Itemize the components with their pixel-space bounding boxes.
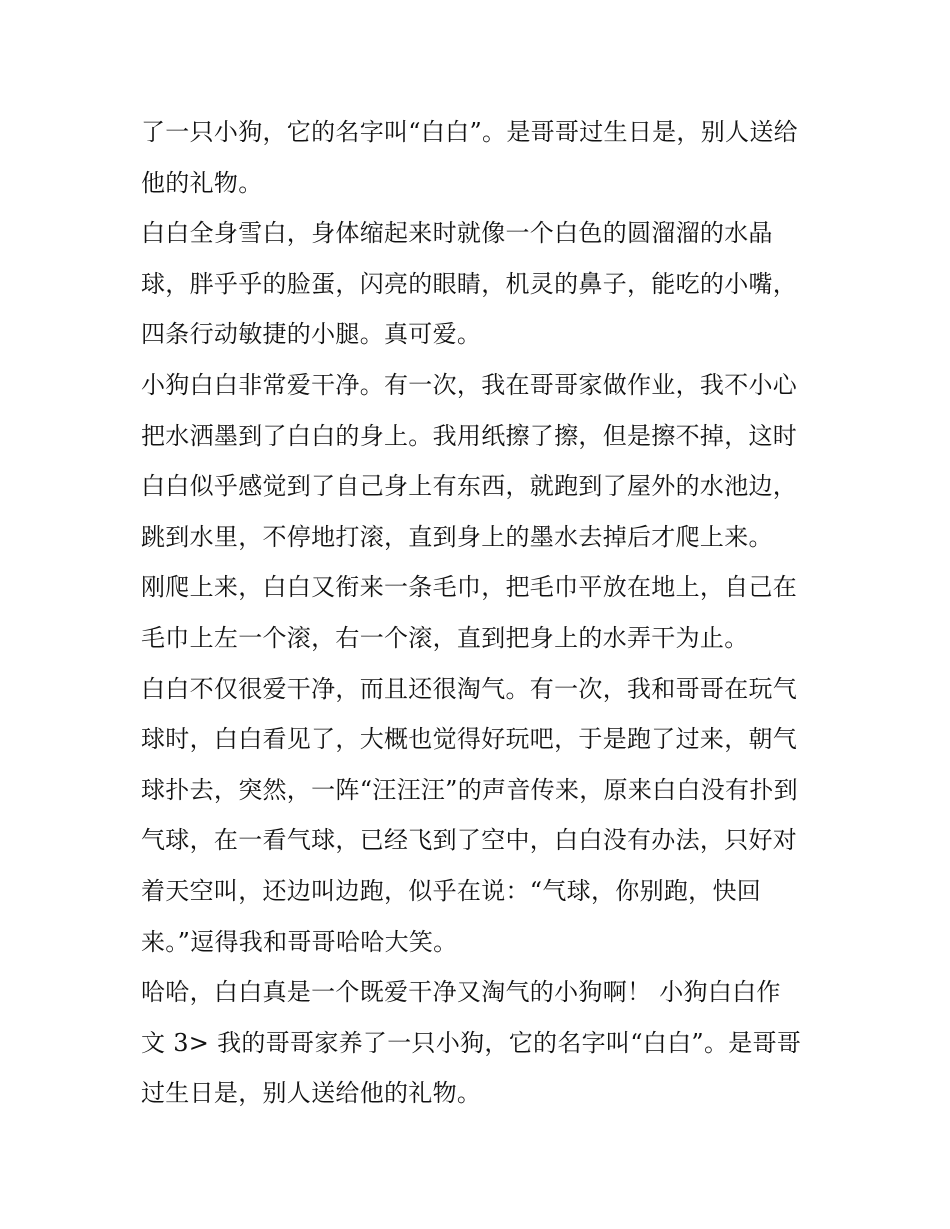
text-line: 球，胖乎乎的脸蛋，闪亮的眼睛，机灵的鼻子，能吃的小嘴， bbox=[141, 269, 798, 298]
text-line: 毛巾上左一个滚，右一个滚，直到把身上的水弄干为止。 bbox=[141, 623, 749, 652]
text-line: 文 3> 我的哥哥家养了一只小狗，它的名字叫“白白”。是哥哥 bbox=[141, 1028, 802, 1057]
text-line: 小狗白白非常爱干净。有一次，我在哥哥家做作业，我不小心 bbox=[141, 370, 798, 399]
text-line: 跳到水里，不停地打滚，直到身上的墨水去掉后才爬上来。 bbox=[141, 522, 773, 551]
text-line: 刚爬上来，白白又衔来一条毛巾，把毛巾平放在地上，自己在 bbox=[141, 573, 798, 602]
text-line: 球扑去，突然，一阵“汪汪汪”的声音传来，原来白白没有扑到 bbox=[141, 775, 798, 804]
text-line: 球时，白白看见了，大概也觉得好玩吧，于是跑了过来，朝气 bbox=[141, 725, 798, 754]
text-line: 来。”逗得我和哥哥哈哈大笑。 bbox=[141, 927, 458, 956]
text-line: 他的礼物。 bbox=[141, 168, 263, 197]
text-line: 白白似乎感觉到了自己身上有东西，就跑到了屋外的水池边， bbox=[141, 472, 798, 501]
text-line: 了一只小狗，它的名字叫“白白”。是哥哥过生日是，别人送给 bbox=[141, 118, 798, 146]
text-line: 白白全身雪白，身体缩起来时就像一个白色的圆溜溜的水晶 bbox=[141, 219, 773, 248]
text-line: 着天空叫，还边叫边跑，似乎在说：“气球，你别跑，快回 bbox=[141, 876, 762, 905]
text-line: 气球，在一看气球，已经飞到了空中，白白没有办法，只好对 bbox=[141, 826, 798, 855]
text-line: 四条行动敏捷的小腿。真可爱。 bbox=[141, 320, 482, 349]
text-line: 过生日是，别人送给他的礼物。 bbox=[141, 1079, 482, 1108]
document-body bbox=[141, 107, 821, 1119]
text-line: 白白不仅很爱干净，而且还很淘气。有一次，我和哥哥在玩气 bbox=[141, 674, 798, 703]
text-line: 把水洒墨到了白白的身上。我用纸擦了擦，但是擦不掉，这时 bbox=[141, 421, 798, 450]
text-line: 哈哈，白白真是一个既爱干净又淘气的小狗啊！ 小狗白白作 bbox=[141, 978, 781, 1007]
